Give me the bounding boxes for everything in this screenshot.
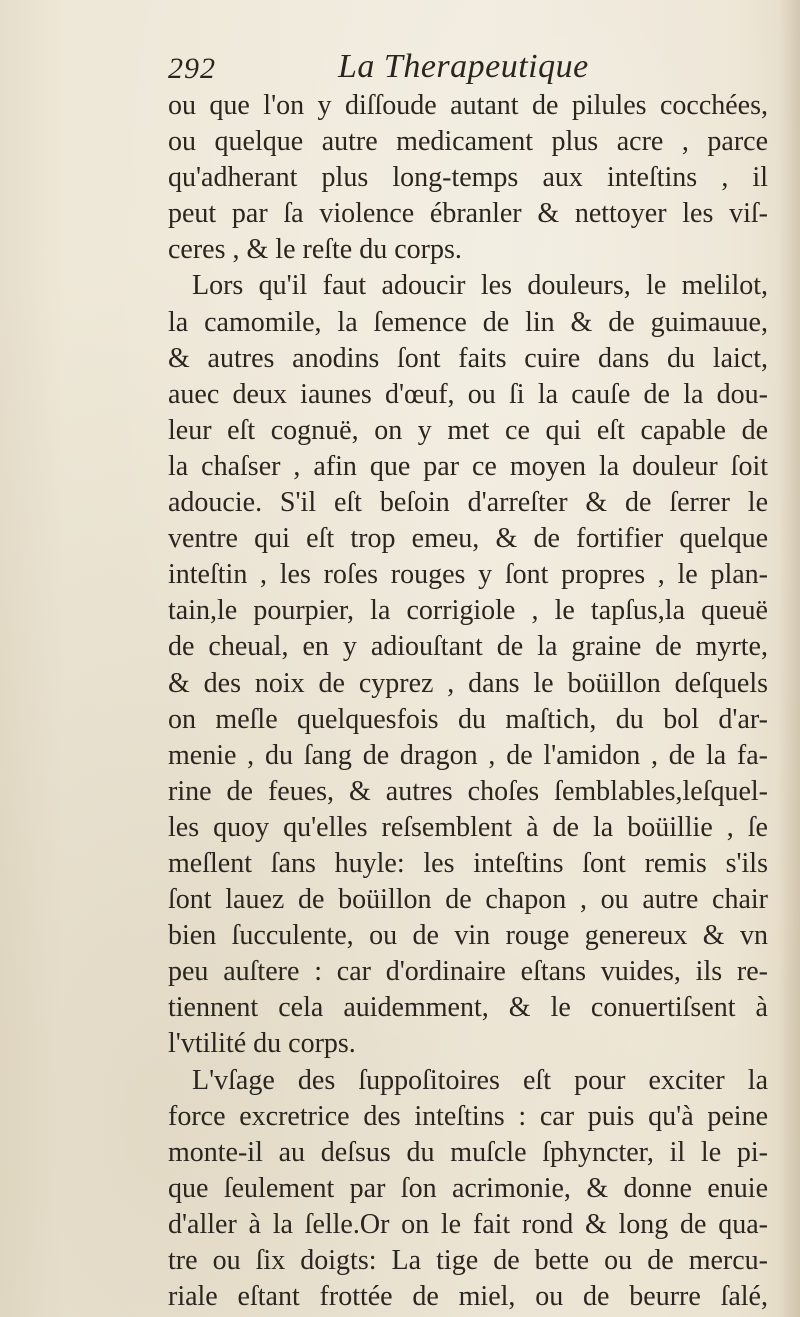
text-line: que ſeulement par ſon acrimonie, & donne enuie — [168, 1172, 768, 1204]
text-line: riale eſtant frottée de miel, ou de beurre ſalé, — [168, 1281, 768, 1313]
text-line: peut par ſa violence ébranler & nettoyer les viſ- — [168, 198, 768, 230]
text-line: ceres , & le reſte du corps. — [168, 234, 462, 266]
text-line: bien ſucculente, ou de vin rouge genereux & vn — [168, 920, 768, 952]
running-title: La Therapeutique — [338, 48, 589, 85]
page-number: 292 — [168, 52, 216, 85]
text-line: force excretrice des inteſtins : car puis qu'à peine — [168, 1100, 768, 1132]
text-line: & des noix de cyprez , dans le boüillon deſquels — [168, 667, 768, 699]
text-line: tiennent cela auidemment, & le conuertiſsent à — [168, 992, 768, 1024]
text-line: qu'adherant plus long-temps aux inteſtins , il — [168, 162, 768, 194]
text-line: ou quelque autre medicament plus acre , parce — [168, 126, 768, 158]
text-line: tain,le pourpier, la corrigiole , le tapſus,la queuë — [168, 595, 768, 627]
text-line: la chaſser , afin que par ce moyen la douleur ſoit — [168, 450, 768, 482]
text-line: inteſtin , les roſes rouges y ſont propres , le plan- — [168, 559, 768, 591]
text-line: tre ou ſix doigts: La tige de bette ou de mercu- — [168, 1245, 768, 1276]
text-line: de cheual, en y adiouſtant de la graine de myrte, — [168, 631, 768, 663]
text-line: ventre qui eſt trop emeu, & de fortifier quelque — [168, 523, 768, 555]
text-line: meſlent ſans huyle: les inteſtins ſont remis s'ils — [168, 847, 768, 879]
text-line: rine de feues, & autres choſes ſemblables,leſquel- — [168, 775, 768, 807]
text-line: menie , du ſang de dragon , de l'amidon , de la fa- — [168, 739, 768, 771]
body-text — [168, 88, 768, 1315]
text-line: on meſle quelquesfois du maſtich, du bol d'ar- — [168, 703, 768, 735]
text-line: leur eſt cognuë, on y met ce qui eſt capable de — [168, 414, 768, 446]
text-line: auec deux iaunes d'œuf, ou ſi la cauſe de la dou- — [168, 378, 768, 410]
text-line: d'aller à la ſelle.Or on le fait rond & long de qua- — [168, 1208, 768, 1240]
text-line: la camomile, la ſemence de lin & de guimauue, — [168, 306, 768, 338]
text-line: l'vtilité du corps. — [168, 1028, 356, 1060]
text-line: monte-il au deſsus du muſcle ſphyncter, il le pi- — [168, 1136, 768, 1168]
page-edge-shadow — [778, 0, 800, 1317]
text-line: L'vſage des ſuppoſitoires eſt pour exciter la — [192, 1064, 768, 1096]
text-line: les quoy qu'elles reſsemblent à de la boüillie , ſe — [168, 811, 768, 843]
text-line: peu auſtere : car d'ordinaire eſtans vuides, ils re- — [168, 956, 768, 988]
text-line: Lors qu'il faut adoucir les douleurs, le melilot, — [192, 270, 768, 302]
text-line: & autres anodins ſont faits cuire dans du laict, — [168, 342, 768, 374]
text-line: adoucie. S'il eſt beſoin d'arreſter & de ſerrer le — [168, 487, 768, 519]
text-line: ſont lauez de boüillon de chapon , ou autre chair — [168, 884, 768, 916]
text-line: ou que l'on y diſſoude autant de pilules cocchées, — [168, 90, 768, 121]
